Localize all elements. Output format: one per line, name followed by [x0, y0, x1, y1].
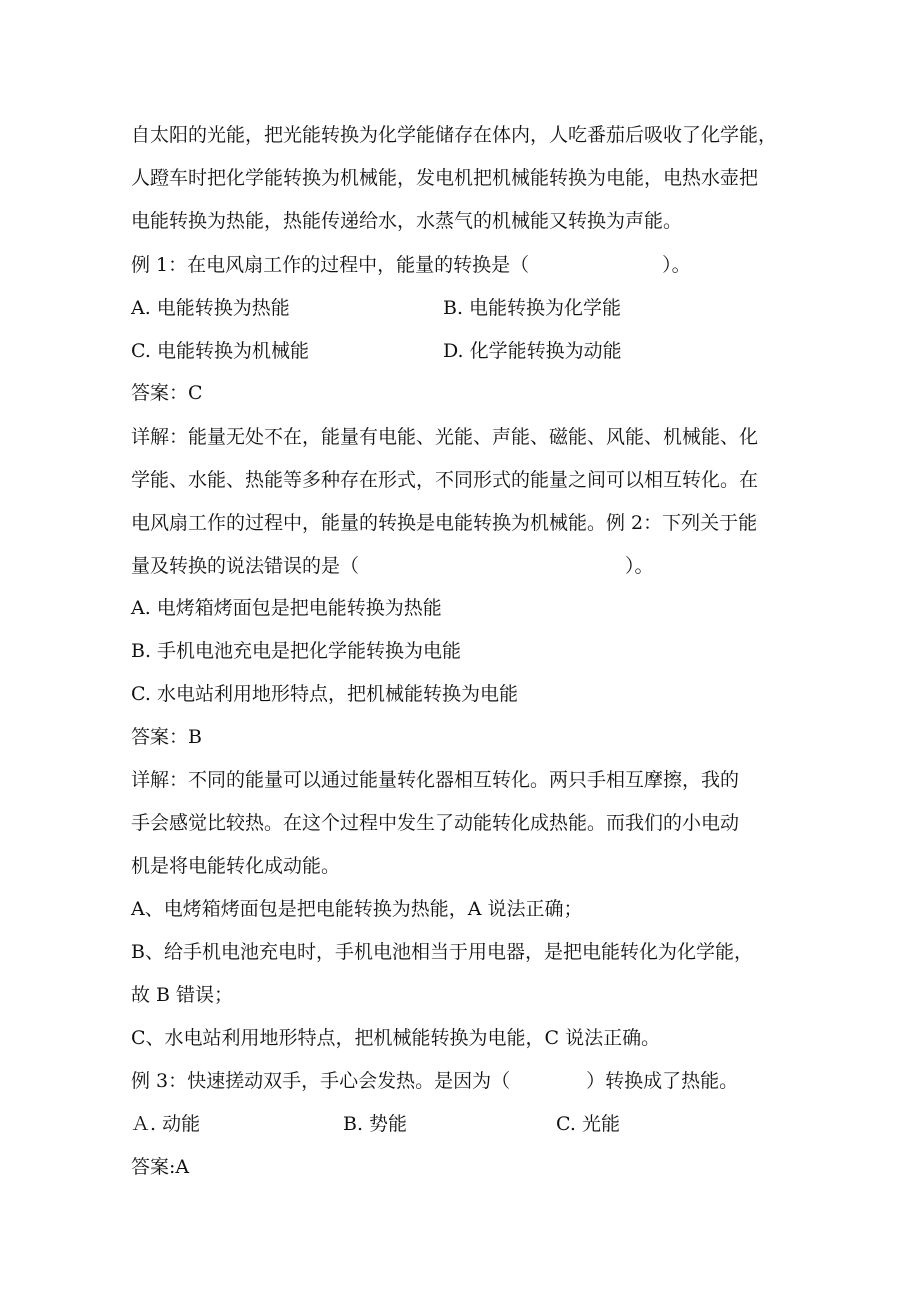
- example2-option-b: B. 手机电池充电是把化学能转换为电能: [131, 640, 462, 662]
- example1-option-d: D. 化学能转换为动能: [443, 340, 622, 362]
- example2-option-c: C. 水电站利用地形特点，把机械能转换为电能: [131, 683, 518, 705]
- example1-option-a: A. 电能转换为热能: [131, 297, 290, 319]
- example1-question: 例 1：在电风扇工作的过程中，能量的转换是（ ）。: [131, 254, 691, 276]
- example3-option-a: Ａ. 动能: [131, 1113, 201, 1135]
- example2-explanation: C、水电站利用地形特点，把机械能转换为电能，C 说法正确。: [131, 1027, 661, 1049]
- example2-explanation: 机是将电能转化成动能。: [131, 855, 341, 877]
- example1-explanation: 电风扇工作的过程中，能量的转换是电能转换为机械能。例 2：下列关于能: [131, 512, 758, 534]
- example3-option-c: C. 光能: [556, 1113, 620, 1135]
- example1-option-b: B. 电能转换为化学能: [443, 297, 622, 319]
- example3-answer: 答案:A: [131, 1156, 190, 1178]
- example1-option-c: C. 电能转换为机械能: [131, 340, 309, 362]
- example2-explanation: A、电烤箱烤面包是把电能转换为热能，A 说法正确；: [131, 898, 583, 920]
- example2-explanation: 详解：不同的能量可以通过能量转化器相互转化。两只手相互摩擦，我的: [131, 769, 740, 791]
- example3-question: 例 3：快速搓动双手，手心会发热。是因为（ ）转换成了热能。: [131, 1070, 739, 1092]
- example1-answer: 答案：C: [131, 382, 203, 404]
- example2-option-a: A. 电烤箱烤面包是把电能转换为热能: [131, 597, 442, 619]
- intro-line: 电能转换为热能，热能传递给水，水蒸气的机械能又转换为声能。: [131, 210, 683, 232]
- intro-line: 人蹬车时把化学能转换为机械能，发电机把机械能转换为电能，电热水壶把: [131, 167, 759, 189]
- example2-explanation: 故 B 错误；: [131, 984, 234, 1006]
- intro-line: 自太阳的光能，把光能转换为化学能储存在体内，人吃番茄后吸收了化学能，: [131, 124, 778, 146]
- example2-question: 量及转换的说法错误的是（ ）。: [131, 555, 654, 577]
- example1-explanation: 学能、水能、热能等多种存在形式，不同形式的能量之间可以相互转化。在: [131, 469, 759, 491]
- example3-option-b: B. 势能: [343, 1113, 408, 1135]
- example2-answer: 答案：B: [131, 726, 202, 748]
- example1-explanation: 详解：能量无处不在，能量有电能、光能、声能、磁能、风能、机械能、化: [131, 426, 759, 448]
- example2-explanation: B、给手机电池充电时，手机电池相当于用电器，是把电能转化为化学能，: [131, 941, 753, 963]
- example2-explanation: 手会感觉比较热。在这个过程中发生了动能转化成热能。而我们的小电动: [131, 812, 740, 834]
